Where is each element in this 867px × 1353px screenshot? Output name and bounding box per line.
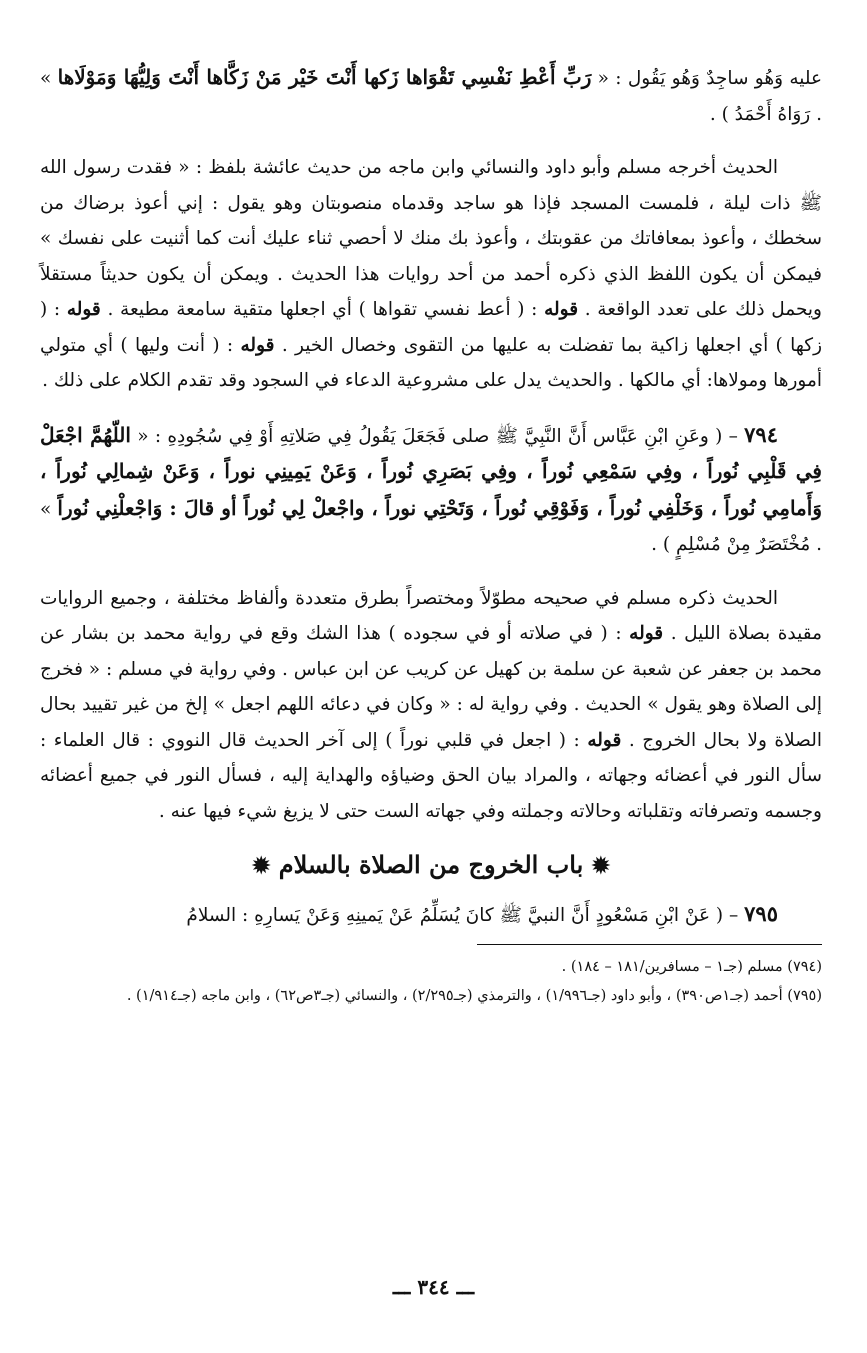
hadith-number-795: ٧٩٥	[744, 901, 778, 926]
footnote-795: (٧٩٥) أحمد (جـ١ص٣٩٠) ، وأبو داود (جـ١/٩٩٦) ، والترمذي (جـ٢/٢٩٥) ، والنسائي (جـ٣ص٦٢) ، وابن ماجه (جـ١/٩١٤) .	[126, 987, 822, 1004]
page-body	[40, 60, 822, 1011]
qawluhu-keyword: قوله	[66, 299, 101, 320]
qawluhu-keyword: قوله	[544, 299, 579, 320]
hadith-793-intro: عليه وَهُو ساجِدٌ وَهُو يَقُول : «	[591, 68, 822, 89]
commentary-794-part-c: : ( اجعل في قلبي نوراً ) إلى آخر الحديث قال النووي : قال العلماء : سأل النور في أعضائه وجهاته ، والمراد بيان الحق وضياؤه والهداية إليه ، فسأل النور في جميع أعضائه وجسمه وتصرفاته وتقلباته وحالاته وجملته وفي جهاته الست حتى لا يزيغ شيء فيها عنه .	[40, 729, 822, 822]
commentary-793	[40, 150, 822, 399]
qawluhu-keyword: قوله	[240, 334, 275, 356]
star-ornament-icon: ✹	[251, 853, 271, 879]
star-ornament-icon: ✹	[591, 853, 611, 879]
footnote-divider	[477, 944, 822, 945]
paragraph-gap	[40, 132, 822, 150]
commentary-794	[40, 581, 822, 830]
hadith-794-source: » . مُخْتَصَرٌ مِنْ مُسْلِمٍ ) .	[40, 498, 822, 555]
hadith-793-source: » . رَوَاهُ أَحْمَدُ ) .	[40, 68, 822, 125]
commentary-794-part-a: الحديث ذكره مسلم في صحيحه مطوّلاً ومختصراً بطرق متعددة وألفاظ مختلفة ، وجميع الروايات مقيدة بصلاة الليل .	[40, 587, 822, 644]
commentary-794-part-b: : ( في صلاته أو في سجوده ) هذا الشك وقع في رواية محمد بن بشار عن محمد بن جعفر عن شعبة عن سلمة بن كهيل عن كريب عن ابن عباس . وفي رواية في مسلم : « فخرج إلى الصلاة وهو يقول » الحديث . وفي رواية له : « وكان في دعائه اللهم اجعل » إلخ من غير تقييد بحال الصلاة ولا بحال الخروج .	[39, 623, 822, 751]
footnote-794: (٧٩٤) مسلم (جـ١ – مسافرين/١٨١ – ١٨٤) .	[561, 958, 822, 975]
chapter-heading-text: باب الخروج من الصلاة بالسلام	[278, 850, 584, 879]
chapter-heading	[40, 843, 822, 888]
hadith-793-ending	[40, 60, 822, 132]
hadith-794-intro: – ( وعَنِ ابْنِ عَبَّاس أَنَّ النَّبِيَّ ﷺ صلى فَجَعَلَ يَقُولُ فِي صَلاتِهِ أَوْ فِي سُجُودِهِ : «	[130, 425, 745, 447]
page-number: ـــ ٣٤٤ ـــ	[392, 1275, 475, 1299]
footnotes	[40, 953, 822, 1011]
paragraph-gap	[40, 563, 822, 581]
commentary-793-part-b: : ( أعط نفسي تقواها ) أي اجعلها متقية سامعة مطيعة .	[100, 299, 545, 320]
hadith-794-supplication: اللّهُمَّ اجْعَلْ فِي قَلْبِي نُوراً ، وفِي سَمْعِي نُوراً ، وفِي بَصَرِي نُوراً ، وَعَنْ يَمِينِي نوراً ، وَعَنْ شِمالِي نُوراً ، وَأَمامِي نُوراً ، وَخَلْفِي نُوراً ، وَفَوْقِي نُوراً ، وَتَحْتِي نوراً ، واجْعلْ لِي نُوراً أو قالَ : وَاجْعلْنِي نُوراً	[40, 422, 822, 520]
hadith-795	[40, 896, 822, 934]
hadith-795-text: – ( عَنْ ابْنِ مَسْعُودٍ أَنَّ النبيَّ ﷺ كانَ يُسَلِّمُ عَنْ يَمينِهِ وَعَنْ يَسارِهِ : السلامُ	[186, 905, 745, 926]
hadith-793-supplication: رَبِّ أَعْطِ نَفْسِي تَقْوَاها زَكها أَنْتَ خَيْر مَنْ زَكَّاها أَنْتَ وَلِيُّهَا وَمَوْلَاها	[57, 65, 592, 89]
commentary-793-part-d: : ( أنت وليها ) أي متولي أمورها ومولاها: أي مالكها . والحديث يدل على مشروعية الدعاء في السجود وقد تقدم الكلام على ذلك .	[40, 334, 822, 391]
commentary-793-part-c: : ( زكها ) أي اجعلها زاكية بما تفضلت به عليها من التقوى وخصال الخير .	[40, 299, 822, 356]
qawluhu-keyword: قوله	[587, 729, 622, 751]
hadith-794	[40, 417, 822, 563]
hadith-number-794: ٧٩٤	[744, 421, 778, 447]
qawluhu-keyword: قوله	[629, 623, 664, 644]
paragraph-gap	[40, 399, 822, 417]
commentary-793-part-a: الحديث أخرجه مسلم وأبو داود والنسائي وابن ماجه من حديث عائشة بلفظ : « فقدت رسول الله ﷺ ذات ليلة ، فلمست المسجد فإذا هو ساجد وقدماه منصوبتان وهو يقول : إني أعوذ برضاك من سخطك ، وأعوذ بمعافاتك من عقوبتك ، وأعوذ بك منك لا أحصي ثناء عليك أنت كما أثنيت على نفسك » فيمكن أن يكون اللفظ الذي ذكره أحمد من أحد روايات هذا الحديث . ويمكن أن يكون حديثاً مستقلاً ويحمل ذلك على تعدد الواقعة .	[40, 157, 822, 320]
